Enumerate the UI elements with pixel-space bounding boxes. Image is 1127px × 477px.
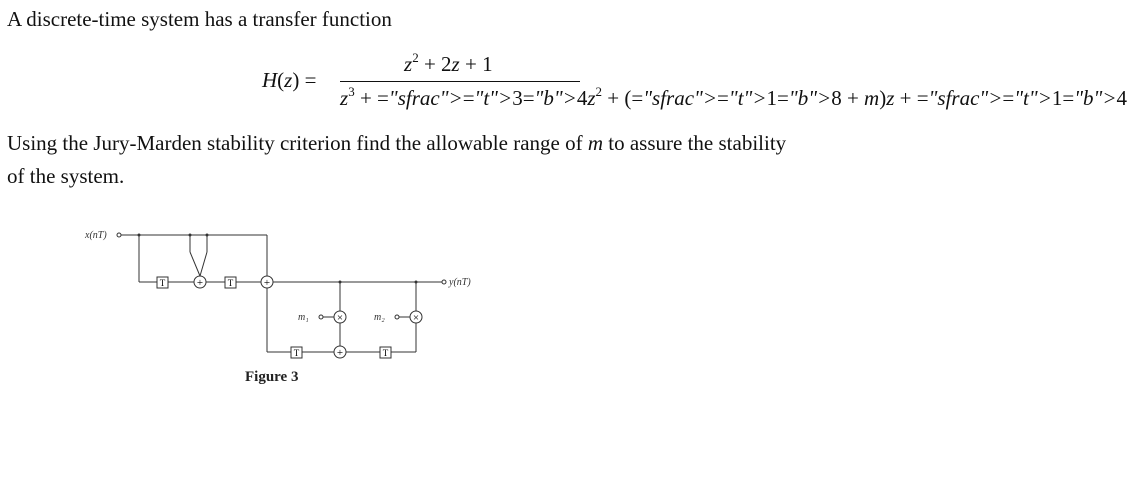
adder-1 (194, 276, 206, 289)
output-label: y(nT) (449, 277, 471, 288)
delay-block-4 (380, 347, 391, 358)
input-terminal (117, 233, 121, 237)
output-terminal (442, 280, 446, 284)
multiplier-symbol: × (412, 312, 420, 324)
delay-block-2 (225, 277, 236, 288)
multiplier-m1 (334, 311, 346, 324)
question-line-1: Using the Jury-Marden stability criterion find the allowable range of m to assure the stability (7, 131, 787, 155)
delay-block-3 (291, 347, 302, 358)
m2-label: m₂ (374, 312, 385, 323)
wire (200, 252, 207, 276)
input-label: x(nT) (85, 230, 107, 241)
figure-caption: Figure 3 (245, 369, 299, 385)
delay-label: T (159, 278, 166, 288)
delay-label: T (382, 348, 389, 358)
adder-symbol: + (196, 277, 204, 289)
adder-3 (334, 346, 346, 359)
wire (190, 252, 200, 276)
adder-symbol: + (336, 347, 344, 359)
problem-intro: A discrete-time system has a transfer function (7, 7, 392, 31)
equation-lhs: H(z) = (262, 68, 317, 92)
multiplier-symbol: × (336, 312, 344, 324)
fraction-bar (340, 81, 580, 82)
delay-label: T (293, 348, 300, 358)
delay-label: T (227, 278, 234, 288)
adder-2 (261, 276, 273, 289)
m1-label: m₁ (298, 312, 309, 323)
adder-symbol: + (263, 277, 271, 289)
equation-denominator: $z^3$ + $="sfrac">="t">3="b">4z^2$ + (="sfrac">="t">1="b">8 + m)z + ="sfrac">="t">1="b">4 (340, 84, 1127, 110)
multiplier-m2 (410, 311, 422, 324)
m2-terminal (395, 315, 399, 319)
block-diagram (80, 222, 500, 392)
transfer-function-equation (262, 50, 1127, 122)
question-line-2: of the system. (7, 164, 125, 188)
delay-block-1 (157, 277, 168, 288)
m1-terminal (319, 315, 323, 319)
equation-numerator: $z^2 + 2z + 1$ (404, 50, 493, 76)
